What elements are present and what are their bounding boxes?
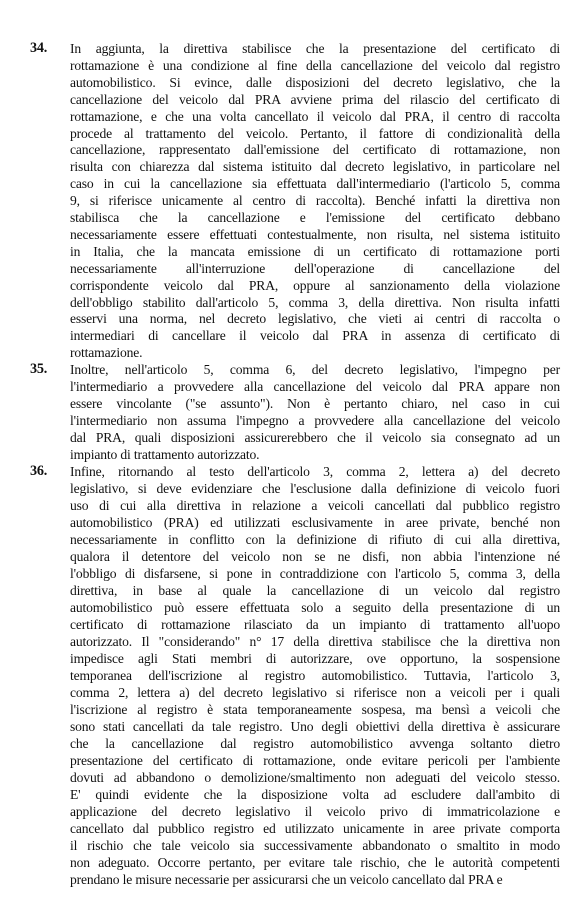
text-line: intermediari di cancellare il veicolo dal PRA in assenza di certificato di (70, 328, 560, 344)
text-line: comma 2, lettera a) del decreto legislativo si riferisce non a veicoli per i quali (70, 685, 560, 700)
text-line: essere vincolante ("se assunto"). Non è pertanto chiaro, nel caso in cui (70, 395, 560, 411)
text-line: l'obbligo di disfarsene, si pone in contraddizione con l'articolo 5, comma 3, della (70, 566, 560, 581)
text-line: esservi una norma, nel decreto legislativo, che vieti ai centri di raccolta o (70, 311, 560, 327)
text-line: qualora il detentore del veicolo non se ne disfi, non abbia l'intenzione né (70, 549, 560, 564)
text-line: necessariamente all'interruzione dell'operazione di cancellazione del (70, 260, 560, 276)
text-line: uso di cui alla direttiva in relazione a veicoli cancellati dal pubblico registro (70, 498, 560, 513)
text-line: In aggiunta, la direttiva stabilisce che la presentazione del certificato di (70, 41, 560, 56)
text-line: in Italia, che la mancata emissione di un certificato di rottamazione porti (70, 243, 560, 259)
text-line: impianto di trattamento autorizzato. (70, 446, 260, 462)
text-line: certificato di rottamazione rilasciato da un impianto di trattamento all'uopo (70, 617, 560, 632)
text-line: automobilistico (PRA) ed utilizzati esclusivamente in aree private, benché non (70, 515, 560, 530)
text-line: rottamazione, e che una volta cancellato il veicolo dal PRA, il centro di raccolta (70, 108, 560, 124)
text-line: l'iscrizione al registro è stata temporaneamente sospesa, ma bensì a veicoli che (70, 702, 560, 717)
text-line: cancellazione, rappresentato dall'emissione del certificato di rottamazione, non (70, 142, 560, 158)
text-line: 9, si riferisce unicamente al centro di raccolta). Benché infatti la direttiva non (70, 193, 560, 209)
text-line: l'intermediario a provvedere alla cancellazione del veicolo dal PRA appare non (70, 378, 560, 394)
text-line: che la cancellazione dal registro automobilistico avvenga soltanto dietro (70, 736, 560, 751)
text-line: Infine, ritornando al testo dell'articolo 3, comma 2, lettera a) del decreto (70, 464, 560, 479)
text-line: necessariamente essere effettuati contestualmente, non risulta, nel sistema istituito (70, 226, 560, 242)
text-line: applicazione del decreto legislativo il veicolo privo di immatricolazione e (70, 804, 560, 819)
paragraph-number: 34. (30, 40, 48, 56)
text-line: legislativo, si deve evidenziare che l'esclusione dalla definizione di veicolo fuori (70, 481, 560, 496)
text-line: impedisce agli Stati membri di autorizzare, ove opportuno, la sospensione (70, 651, 560, 666)
text-line: sono stati cancellati da tale registro. Uno degli obiettivi della direttiva è assicurare (70, 719, 560, 734)
text-line: dovuti ad abbandono o demolizione/smaltimento non adeguati del veicolo stesso. (70, 770, 560, 785)
text-line: risulta con chiarezza dal sistema istituito dal decreto legislativo, in particolare nel (70, 159, 560, 175)
text-line: caso in cui la cancellazione sia effettuata dall'intermediario (l'articolo 5, comma (70, 176, 560, 192)
text-line: necessariamente in conflitto con la definizione di rifiuto di cui alla direttiva, (70, 532, 560, 547)
text-line: autorizzato. Il "considerando" n° 17 della direttiva stabilisce che la direttiva non (70, 634, 560, 649)
text-line: procede al trattamento del veicolo. Pertanto, il fattore di condizionalità della (70, 125, 560, 141)
text-line: rottamazione. (70, 345, 143, 361)
text-line: cancellato dal pubblico registro ed utilizzato unicamente in aree private comporta (70, 821, 560, 836)
paragraph-number: 35. (30, 361, 48, 377)
paragraph-number: 36. (30, 463, 48, 479)
text-line: dell'obbligo stabilito dall'articolo 5, comma 3, della direttiva. Non risulta infatti (70, 294, 560, 310)
text-line: direttiva, in base al quale la cancellazione di un veicolo dal registro (70, 583, 560, 598)
text-line: l'intermediario non assuma l'impegno a provvedere alla cancellazione del veicolo (70, 412, 560, 428)
text-line: presentazione del certificato di rottamazione, onde evitare pericoli per l'ambiente (70, 753, 560, 768)
text-line: E' quindi evidente che la disposizione volta ad escludere dall'ambito di (70, 787, 560, 802)
text-line: non adeguato. Occorre pertanto, per evitare tale rischio, che le autorità competenti (70, 855, 560, 870)
text-line: Inoltre, nell'articolo 5, comma 6, del decreto legislativo, l'impegno per (70, 362, 560, 377)
text-line: dal PRA, quali disposizioni assicurerebbero che il veicolo sia consegnato ad un (70, 429, 560, 445)
text-line: temporanea dell'iscrizione al registro automobilistico. Tuttavia, l'articolo 3, (70, 668, 560, 683)
text-line: stabilisca che la cancellazione e l'emissione del certificato debbano (70, 210, 560, 225)
text-line: il rischio che tale veicolo sia successivamente abbandonato o smaltito in modo (70, 838, 560, 853)
text-line: prendano le misure necessarie per assicurarsi che un veicolo cancellato dal PRA e (70, 872, 503, 887)
text-line: corrispondente veicolo dal PRA, oppure al sanzionamento della violazione (70, 277, 560, 293)
text-line: automobilistico. Si evince, dalle disposizioni del decreto legislativo, che la (70, 74, 560, 90)
text-line: cancellazione del veicolo dal PRA avviene prima del rilascio del certificato di (70, 91, 560, 107)
text-line: rottamazione è una condizione al fine della cancellazione del veicolo dal registro (70, 57, 560, 73)
text-line: automobilistico può essere effettuata solo a seguito della presentazione di un (70, 600, 560, 615)
